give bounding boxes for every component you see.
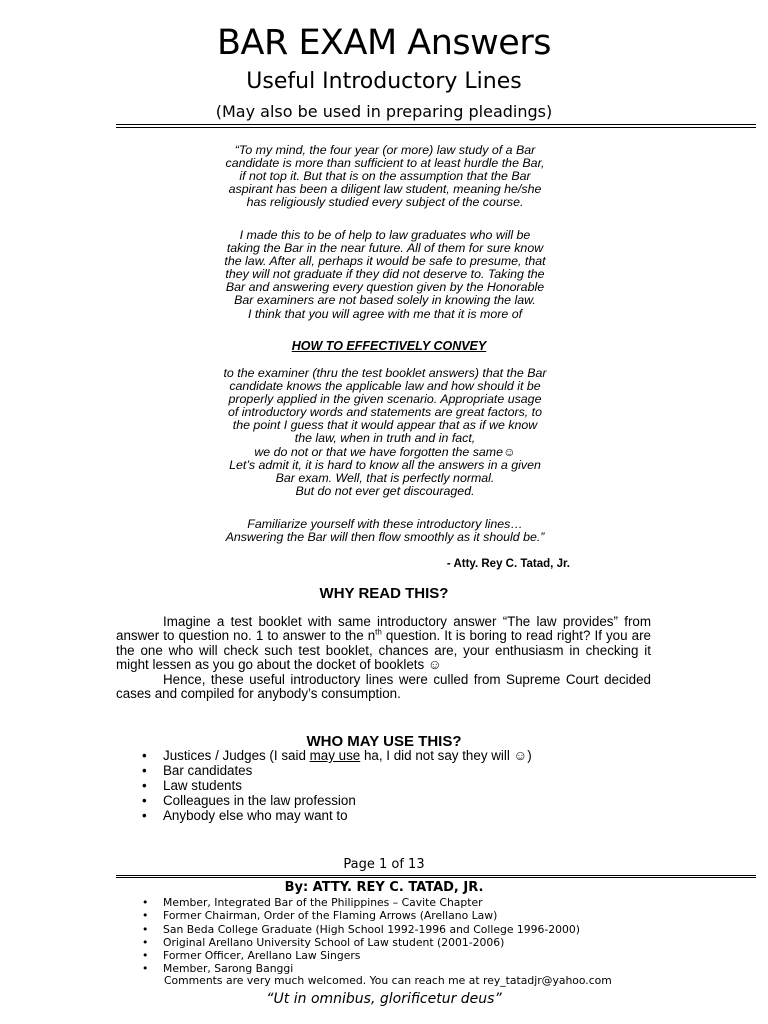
credential-item: • Member, Integrated Bar of the Philippines – Cavite Chapter [142, 896, 580, 909]
list-item [142, 749, 532, 764]
intro-line: the point I guess that it would appear that as if we know [232, 418, 538, 433]
intro-paragraph-4 [185, 518, 585, 544]
credential-item: • Former Chairman, Order of the Flaming Arrows (Arellano Law) [142, 909, 580, 922]
credential-item: • Original Arellano University School of Law student (2001-2006) [142, 936, 580, 949]
credential-item: • San Beda College Graduate (High School 1992-1996 and College 1996-2000) [142, 923, 580, 936]
author-byline: By: ATTY. REY C. TATAD, JR. [284, 880, 484, 895]
intro-line: I made this to be of help to law graduates who will be [239, 228, 531, 242]
intro-line: candidate knows the applicable law and how should it be [229, 379, 541, 394]
who-may-use-list [142, 749, 532, 824]
intro-line: aspirant has been a diligent law student, meaning he/she [228, 182, 542, 197]
footer-divider [116, 875, 756, 876]
intro-line: “To my mind, the four year (or more) law study of a Bar [234, 143, 536, 157]
why-p1-text-continued: question. It is boring to read right? If you are the one who will check such test booklet, chances are, your enthusiasm in checking it might lessen as you go about the docket of booklets ☺ [116, 628, 651, 673]
intro-line: Bar and answering every question given by the Honorable [225, 280, 545, 295]
document-title: BAR EXAM Answers [217, 23, 551, 63]
author-signature: - Atty. Rey C. Tatad, Jr. [446, 558, 570, 570]
page-number: Page 1 of 13 [343, 857, 425, 872]
intro-line: if not top it. But that is on the assumption that the Bar [239, 169, 531, 184]
why-read-heading: WHY READ THIS? [319, 585, 449, 602]
document-subnote: (May also be used in preparing pleadings) [215, 102, 553, 121]
why-read-body [116, 615, 651, 701]
underlined-text: may use [309, 748, 361, 763]
why-paragraph-2: Hence, these useful introductory lines were culled from Supreme Court decided cases and compiled for anybody’s consumption. [116, 671, 651, 702]
header-divider-second [116, 127, 756, 128]
intro-line: we do not or that we have forgotten the same☺ [254, 444, 516, 459]
intro-line: Answering the Bar will then flow smoothly as it should be.” [225, 530, 545, 545]
intro-line: candidate is more than sufficient to at least hurdle the Bar, [225, 156, 545, 171]
contact-note: Comments are very much welcomed. You can reach me at rey_tatadjr@yahoo.com [164, 974, 612, 987]
list-item-text-continued: ha, I did not say they will ☺) [360, 748, 532, 763]
intro-line: of introductory words and statements are great factors, to [227, 405, 543, 420]
how-to-convey-heading: HOW TO EFFECTIVELY CONVEY [291, 339, 487, 353]
intro-line: the law. After all, perhaps it would be safe to presume, that [224, 254, 546, 269]
list-item: • Colleagues in the law profession [142, 794, 532, 809]
list-item: • Anybody else who may want to [142, 809, 532, 824]
header-divider [116, 124, 756, 125]
who-may-use-heading: WHO MAY USE THIS? [306, 733, 462, 750]
list-item-text: Justices / Judges (I said [163, 748, 310, 763]
intro-line: the law, when in truth and in fact, [294, 431, 476, 446]
document-subtitle: Useful Introductory Lines [246, 69, 522, 94]
intro-line: But do not ever get discouraged. [295, 483, 475, 498]
intro-line: Bar exam. Well, that is perfectly normal. [275, 470, 495, 485]
why-p1-superscript: th [375, 627, 382, 637]
why-paragraph-1 [116, 615, 651, 673]
intro-line: to the examiner (thru the test booklet answers) that the Bar [223, 366, 547, 380]
credential-item: • Former Officer, Arellano Law Singers [142, 949, 580, 962]
intro-paragraph-3 [185, 367, 585, 498]
intro-line: Bar examiners are not based solely in knowing the law. [234, 293, 536, 308]
intro-line: I think that you will agree with me that it is more of [247, 306, 523, 321]
why-p1-text: Imagine a test booklet with same introductory answer “The law provides” from answer to question no. 1 to answer to the n [116, 614, 651, 644]
intro-line: has religiously studied every subject of the course. [246, 195, 524, 210]
list-item: • Law students [142, 779, 532, 794]
motto: “Ut in omnibus, glorificetur deus” [266, 991, 502, 1007]
intro-paragraph-2 [185, 229, 585, 321]
intro-line: they will not graduate if they did not deserve to. Taking the [225, 267, 545, 282]
intro-line: Let’s admit it, it is hard to know all the answers in a given [229, 457, 541, 472]
intro-line: Familiarize yourself with these introductory lines… [247, 517, 523, 531]
list-item: • Bar candidates [142, 764, 532, 779]
credential-item: • Member, Sarong Banggi [142, 962, 580, 975]
footer-divider-second [116, 877, 756, 878]
intro-line: properly applied in the given scenario. Appropriate usage [228, 392, 542, 407]
intro-line: taking the Bar in the near future. All of them for sure know [226, 241, 544, 256]
intro-paragraph-1 [185, 144, 585, 209]
author-credentials-list [142, 896, 580, 976]
